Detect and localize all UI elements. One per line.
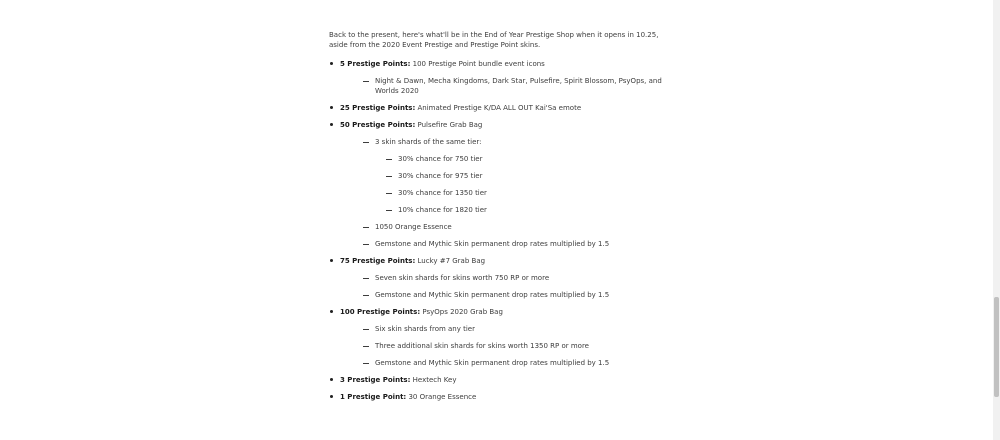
list-item-100-points [329,307,669,368]
sub-item: Gemstone and Mythic Skin permanent drop rates multiplied by 1.5 [340,358,669,368]
item-text: Pulsefire Grab Bag [415,121,483,129]
nested-sub-item: 30% chance for 750 tier [375,154,669,164]
intro-paragraph: Back to the present, here's what'll be in the End of Year Prestige Shop when it opens in 10.25, aside from the 2020 Event Prestige and Prestige Point skins. [329,31,659,49]
vertical-scrollbar[interactable] [993,0,1000,440]
sub-item: Night & Dawn, Mecha Kingdoms, Dark Star, Pulsefire, Spirit Blossom, PsyOps, and Worlds 2020 [340,76,669,96]
item-title: 25 Prestige Points: [340,104,416,112]
sub-item: Six skin shards from any tier [340,324,669,334]
item-title: 5 Prestige Points: [340,60,411,68]
sub-item: Three additional skin shards for skins worth 1350 RP or more [340,341,669,351]
sub-item: 1050 Orange Essence [340,222,669,232]
item-text: Hextech Key [410,376,457,384]
article-body [329,30,669,409]
scrollbar-thumb[interactable] [994,297,999,397]
item-text: 30 Orange Essence [406,393,477,401]
item-title: 50 Prestige Points: [340,121,416,129]
item-text: Animated Prestige K/DA ALL OUT Kai'Sa emote [415,104,582,112]
item-title: 1 Prestige Point: [340,393,407,401]
item-title: 3 Prestige Points: [340,376,411,384]
sub-item [340,137,669,215]
item-title: 75 Prestige Points: [340,257,416,265]
list-item-25-points [329,103,669,113]
list-item-50-points [329,120,669,249]
sub-item: Gemstone and Mythic Skin permanent drop rates multiplied by 1.5 [340,239,669,249]
list-item-1-point [329,392,669,402]
list-item-75-points [329,256,669,300]
list-item-3-points [329,375,669,385]
item-title: 100 Prestige Points: [340,308,421,316]
list-item-5-points [329,59,669,96]
sub-item: Gemstone and Mythic Skin permanent drop rates multiplied by 1.5 [340,290,669,300]
nested-sub-item: 10% chance for 1820 tier [375,205,669,215]
item-text: PsyOps 2020 Grab Bag [420,308,503,316]
sub-item-head: 3 skin shards of the same tier: [375,138,482,146]
nested-sub-item: 30% chance for 1350 tier [375,188,669,198]
nested-sub-item: 30% chance for 975 tier [375,171,669,181]
prestige-list [329,59,669,402]
item-text: Lucky #7 Grab Bag [415,257,486,265]
sub-item: Seven skin shards for skins worth 750 RP or more [340,273,669,283]
item-text: 100 Prestige Point bundle event icons [410,60,545,68]
